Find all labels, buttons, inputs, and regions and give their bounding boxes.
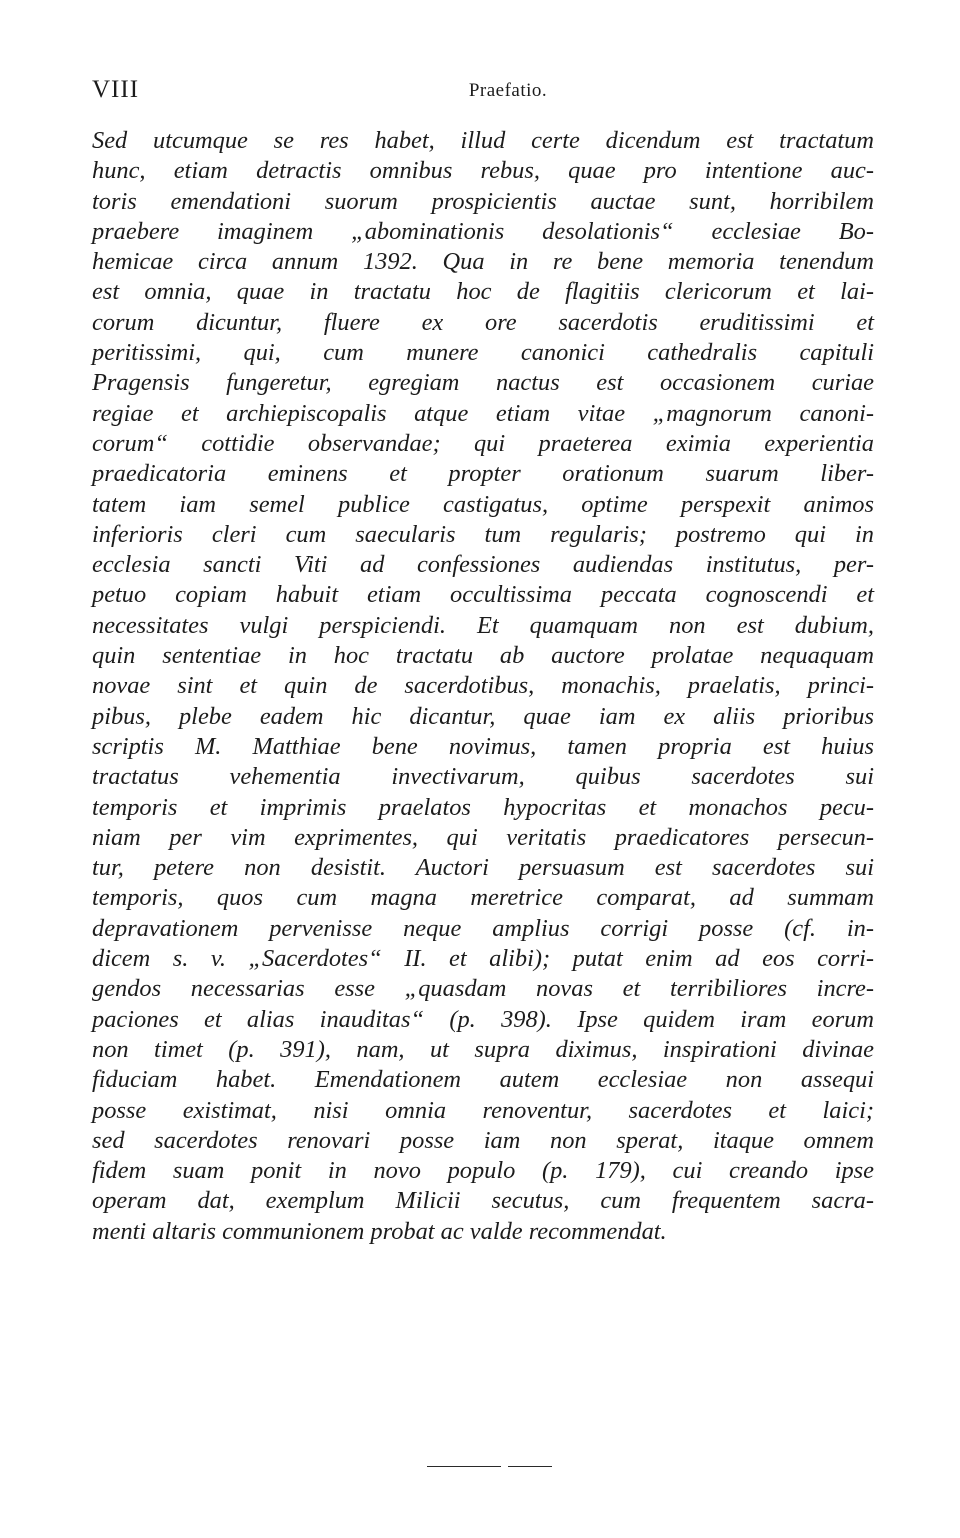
section-end-rule — [508, 1466, 552, 1467]
text-line: scriptis M. Matthiae bene novimus, tamen propria est huius — [92, 732, 874, 760]
text-line: toris emendationi suorum prospicientis auctae sunt, horribilem — [92, 187, 874, 215]
text-line: sed sacerdotes renovari posse iam non sperat, itaque omnem — [92, 1126, 874, 1154]
text-line: operam dat, exemplum Milicii secutus, cum frequentem sacra- — [92, 1187, 874, 1215]
text-line: regiae et archiepiscopalis atque etiam vitae „magnorum canoni- — [92, 399, 874, 427]
text-line: est omnia, quae in tractatu hoc de flagitiis clericorum et lai- — [92, 278, 874, 306]
text-line: pibus, plebe eadem hic dicantur, quae iam ex aliis prioribus — [92, 702, 874, 730]
running-head — [92, 74, 880, 110]
text-line: praedicatoria eminens et propter orationum suarum liber- — [92, 460, 874, 488]
text-line: posse existimat, nisi omnia renoventur, sacerdotes et laici; — [92, 1096, 874, 1124]
text-line: inferioris cleri cum saecularis tum regularis; postremo qui in — [92, 520, 874, 548]
text-line: peritissimi, qui, cum munere canonici cathedralis capituli — [92, 339, 874, 367]
text-line: ecclesia sancti Viti ad confessiones audiendas institutus, per- — [92, 551, 874, 579]
text-line: praebere imaginem „abominationis desolationis“ ecclesiae Bo- — [92, 217, 874, 245]
running-title: Praefatio. — [468, 80, 548, 101]
text-line: fidem suam ponit in novo populo (p. 179), cui creando ipse — [92, 1157, 874, 1185]
text-line: temporis, quos cum magna meretrice comparat, ad summam — [92, 884, 874, 912]
text-line: niam per vim exprimentes, qui veritatis praedicatores persecun- — [92, 823, 874, 851]
text-line: corum dicuntur, fluere ex ore sacerdotis eruditissimi et — [92, 308, 874, 336]
body-paragraph — [92, 126, 874, 1247]
text-line: Sed utcumque se res habet, illud certe dicendum est tractatum — [92, 127, 874, 154]
text-line: temporis et imprimis praelatos hypocritas et monachos pecu- — [92, 793, 874, 821]
text-line: hunc, etiam detractis omnibus rebus, quae pro intentione auc- — [92, 157, 874, 185]
text-line: fiduciam habet. Emendationem autem ecclesiae non assequi — [92, 1066, 874, 1094]
text-line: novae sint et quin de sacerdotibus, monachis, praelatis, princi- — [92, 672, 874, 700]
text-line: hemicae circa annum 1392. Qua in re bene memoria tenendum — [92, 248, 874, 276]
page-number: VIII — [92, 76, 140, 103]
text-line: tur, petere non desistit. Auctori persuasum est sacerdotes sui — [92, 854, 874, 882]
text-line: gendos necessarias esse „quasdam novas et terribiliores incre- — [92, 975, 874, 1003]
text-line: depravationem pervenisse neque amplius corrigi posse (cf. in- — [92, 914, 874, 942]
section-end-rule — [427, 1466, 501, 1467]
text-line: quin sententiae in hoc tractatu ab auctore prolatae nequaquam — [92, 642, 874, 670]
text-line: tatem iam semel publice castigatus, optime perspexit animos — [92, 490, 874, 518]
text-line: paciones et alias inauditas“ (p. 398). Ipse quidem iram eorum — [92, 1005, 874, 1033]
text-line: dicem s. v. „Sacerdotes“ II. et alibi); putat enim ad eos corri- — [92, 945, 874, 973]
text-line: necessitates vulgi perspiciendi. Et quamquam non est dubium, — [92, 611, 874, 639]
text-line: tractatus vehementia invectivarum, quibus sacerdotes sui — [92, 763, 874, 791]
text-line: Pragensis fungeretur, egregiam nactus est occasionem curiae — [92, 369, 874, 397]
text-line: petuo copiam habuit etiam occultissima peccata cognoscendi et — [92, 581, 874, 609]
text-line: menti altaris communionem probat ac valde recommendat. — [92, 1217, 667, 1245]
text-line: non timet (p. 391), nam, ut supra diximus, inspirationi divinae — [92, 1035, 874, 1063]
text-line: corum“ cottidie observandae; qui praeterea eximia experientia — [92, 429, 874, 457]
